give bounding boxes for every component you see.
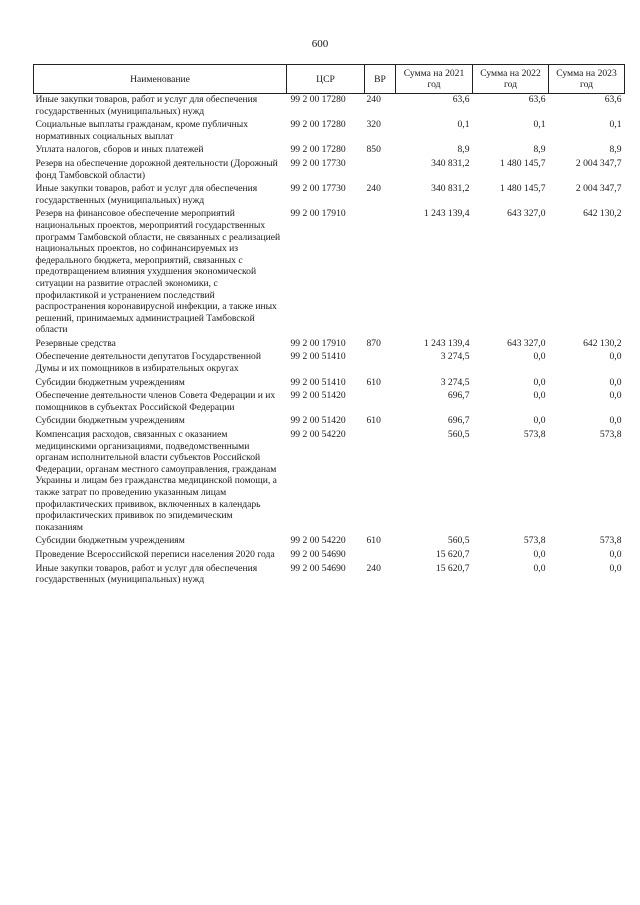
row-vr-code: 320 bbox=[366, 119, 381, 131]
table-row bbox=[34, 119, 625, 144]
table-row bbox=[34, 338, 625, 352]
row-sum-2022: 573,8 bbox=[523, 535, 546, 547]
row-csr-code: 99 2 00 51410 bbox=[290, 376, 346, 388]
row-sum-2021: 696,7 bbox=[447, 390, 470, 402]
table-row bbox=[34, 351, 625, 376]
header-vr: ВР bbox=[365, 65, 396, 94]
row-vr-code bbox=[365, 549, 396, 563]
row-sum-2021: 560,5 bbox=[447, 429, 470, 441]
budget-table-container bbox=[33, 64, 624, 588]
row-sum-2022: 8,9 bbox=[533, 144, 546, 156]
row-sum-2023: 0,0 bbox=[609, 548, 622, 560]
row-vr-code: 240 bbox=[366, 183, 381, 195]
row-sum-2021: 340 831,2 bbox=[431, 183, 470, 195]
row-sum-2023: 0,0 bbox=[609, 415, 622, 427]
row-name: Компенсация расходов, связанных с оказанием медицинскими организациями, подведомственными органам исполнительной власти субъектов Российской Федерации, органам местного самоуправления, гражданам Украины и лицам без гражданства медицинской помощи, а также затрат по проведению указанным лицам профилактических прививок, включенных в календарь профилактических прививок по эпидемическим показаниям bbox=[35, 429, 277, 533]
row-sum-2021: 340 831,2 bbox=[431, 157, 470, 169]
header-sum-2022: Сумма на 2022 год bbox=[473, 65, 549, 94]
row-name: Иные закупки товаров, работ и услуг для обеспечения государственных (муниципальных) нужд bbox=[35, 562, 258, 586]
row-name: Субсидии бюджетным учреждениям bbox=[35, 415, 185, 427]
table-row bbox=[34, 158, 625, 183]
row-sum-2022: 0,0 bbox=[533, 351, 546, 363]
table-header bbox=[34, 65, 625, 94]
row-sum-2023: 642 130,2 bbox=[583, 208, 622, 220]
table-row bbox=[34, 535, 625, 549]
row-sum-2021: 1 243 139,4 bbox=[423, 337, 470, 349]
row-sum-2022: 643 327,0 bbox=[507, 208, 546, 220]
row-csr-code: 99 2 00 54220 bbox=[290, 429, 346, 441]
row-sum-2023: 642 130,2 bbox=[583, 337, 622, 349]
row-sum-2022: 0,1 bbox=[533, 119, 546, 131]
row-sum-2023: 573,8 bbox=[599, 535, 622, 547]
row-name: Уплата налогов, сборов и иных платежей bbox=[35, 144, 204, 156]
row-name: Проведение Всероссийской переписи населения 2020 года bbox=[35, 548, 275, 560]
budget-table bbox=[33, 64, 625, 588]
row-name: Резерв на финансовое обеспечение мероприятий национальных проектов, мероприятий государственных программ Тамбовской области, не связанных с реализацией национальных проектов, но софинансируемых из федерального бюджета, мероприятий, связанных с предотвращением влияния ухудшения экономической ситуации на развитие отраслей экономики, с профилактикой и устранением последствий распространения коронавирусной инфекции, а также иных решений, принимаемых администрацией Тамбовской области bbox=[35, 208, 281, 336]
row-vr-code bbox=[365, 158, 396, 183]
row-csr-code: 99 2 00 17730 bbox=[290, 157, 346, 169]
row-sum-2022: 0,0 bbox=[533, 376, 546, 388]
row-name: Резерв на обеспечение дорожной деятельности (Дорожный фонд Тамбовской области) bbox=[35, 157, 278, 181]
header-sum-2021: Сумма на 2021 год bbox=[396, 65, 473, 94]
row-name: Иные закупки товаров, работ и услуг для обеспечения государственных (муниципальных) нужд bbox=[35, 94, 258, 117]
header-sum-2023: Сумма на 2023 год bbox=[549, 65, 625, 94]
row-sum-2023: 0,0 bbox=[609, 562, 622, 574]
page-number: 600 bbox=[311, 38, 329, 50]
row-csr-code: 99 2 00 17910 bbox=[290, 337, 346, 349]
row-name: Обеспечение деятельности депутатов Государственной Думы и их помощников в избирательных округах bbox=[35, 351, 261, 375]
row-sum-2022: 1 480 145,7 bbox=[499, 157, 546, 169]
row-name: Резервные средства bbox=[35, 337, 116, 349]
row-sum-2021: 3 274,5 bbox=[440, 351, 470, 363]
table-row bbox=[34, 144, 625, 158]
row-sum-2022: 0,0 bbox=[533, 562, 546, 574]
row-vr-code: 240 bbox=[366, 562, 381, 574]
row-name: Субсидии бюджетным учреждениям bbox=[35, 535, 185, 547]
row-csr-code: 99 2 00 17910 bbox=[290, 208, 346, 220]
row-sum-2023: 63,6 bbox=[604, 94, 622, 105]
row-vr-code bbox=[365, 208, 396, 338]
row-vr-code bbox=[365, 390, 396, 415]
row-sum-2022: 0,0 bbox=[533, 390, 546, 402]
row-name: Субсидии бюджетным учреждениям bbox=[35, 376, 185, 388]
row-vr-code: 850 bbox=[366, 144, 381, 156]
row-vr-code bbox=[365, 429, 396, 535]
row-sum-2022: 0,0 bbox=[533, 415, 546, 427]
row-sum-2021: 8,9 bbox=[457, 144, 470, 156]
row-csr-code: 99 2 00 51420 bbox=[290, 390, 346, 402]
row-sum-2023: 0,0 bbox=[609, 390, 622, 402]
table-row bbox=[34, 94, 625, 120]
row-csr-code: 99 2 00 17280 bbox=[290, 119, 346, 131]
row-sum-2022: 1 480 145,7 bbox=[499, 183, 546, 195]
table-row bbox=[34, 429, 625, 535]
row-sum-2023: 0,1 bbox=[609, 119, 622, 131]
row-csr-code: 99 2 00 17730 bbox=[290, 183, 346, 195]
row-name: Иные закупки товаров, работ и услуг для обеспечения государственных (муниципальных) нужд bbox=[35, 183, 258, 206]
table-row bbox=[34, 208, 625, 338]
row-name: Обеспечение деятельности членов Совета Федерации и их помощников в субъектах Российской Федерации bbox=[35, 390, 276, 413]
row-csr-code: 99 2 00 51410 bbox=[290, 351, 346, 363]
row-sum-2021: 63,6 bbox=[452, 94, 470, 105]
table-row bbox=[34, 390, 625, 415]
row-sum-2023: 8,9 bbox=[609, 144, 622, 156]
table-row bbox=[34, 549, 625, 563]
row-csr-code: 99 2 00 51420 bbox=[290, 415, 346, 427]
row-csr-code: 99 2 00 54690 bbox=[290, 548, 346, 560]
row-vr-code: 610 bbox=[366, 415, 381, 427]
row-csr-code: 99 2 00 54220 bbox=[290, 535, 346, 547]
row-sum-2021: 15 620,7 bbox=[435, 548, 470, 560]
row-sum-2023: 2 004 347,7 bbox=[575, 157, 622, 169]
row-vr-code: 870 bbox=[366, 337, 381, 349]
row-vr-code: 610 bbox=[366, 535, 381, 547]
row-name: Социальные выплаты гражданам, кроме публичных нормативных социальных выплат bbox=[35, 119, 249, 142]
row-sum-2021: 560,5 bbox=[447, 535, 470, 547]
row-sum-2021: 696,7 bbox=[447, 415, 470, 427]
table-row bbox=[34, 563, 625, 588]
row-sum-2022: 573,8 bbox=[523, 429, 546, 441]
row-csr-code: 99 2 00 17280 bbox=[290, 94, 346, 105]
table-body bbox=[34, 94, 625, 588]
table-row bbox=[34, 415, 625, 429]
row-csr-code: 99 2 00 17280 bbox=[290, 144, 346, 156]
row-sum-2021: 1 243 139,4 bbox=[423, 208, 470, 220]
row-sum-2022: 643 327,0 bbox=[507, 337, 546, 349]
table-row bbox=[34, 377, 625, 391]
table-row bbox=[34, 183, 625, 208]
row-sum-2023: 0,0 bbox=[609, 351, 622, 363]
row-csr-code: 99 2 00 54690 bbox=[290, 562, 346, 574]
row-vr-code: 240 bbox=[366, 94, 381, 105]
row-sum-2022: 63,6 bbox=[528, 94, 546, 105]
row-sum-2023: 2 004 347,7 bbox=[575, 183, 622, 195]
row-sum-2023: 0,0 bbox=[609, 376, 622, 388]
row-sum-2022: 0,0 bbox=[533, 548, 546, 560]
header-name: Наименование bbox=[34, 65, 287, 94]
header-csr: ЦСР bbox=[287, 65, 365, 94]
row-vr-code: 610 bbox=[366, 376, 381, 388]
row-sum-2021: 3 274,5 bbox=[440, 376, 470, 388]
row-sum-2023: 573,8 bbox=[599, 429, 622, 441]
row-vr-code bbox=[365, 351, 396, 376]
row-sum-2021: 0,1 bbox=[457, 119, 470, 131]
row-sum-2021: 15 620,7 bbox=[435, 562, 470, 574]
